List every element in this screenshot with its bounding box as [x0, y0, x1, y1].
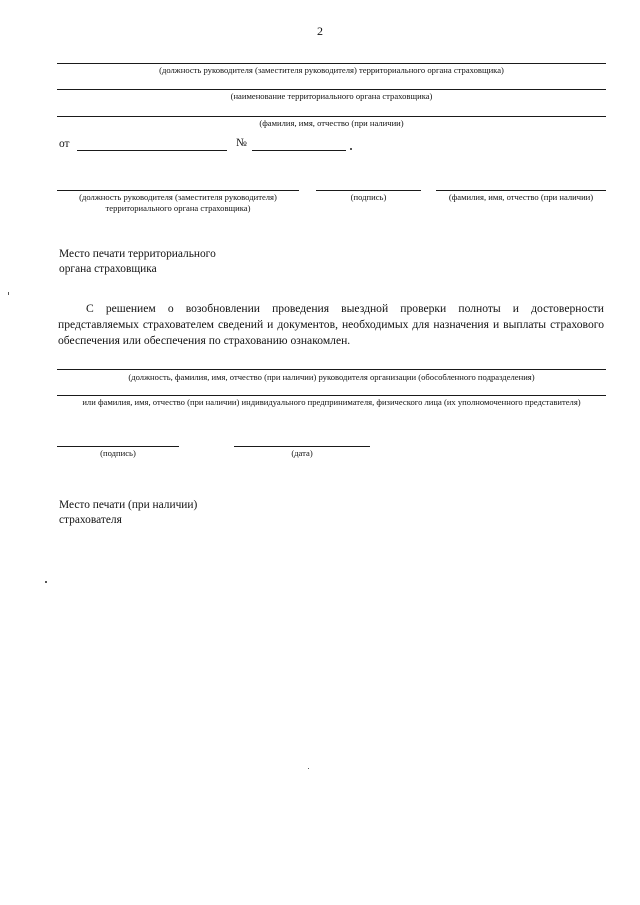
scan-speck — [8, 292, 9, 295]
full-name-caption: (фамилия, имя, отчество (при наличии) — [259, 118, 404, 128]
insurer-seal-label: Место печати территориального органа страховщика — [59, 248, 216, 275]
scan-speck — [350, 148, 352, 150]
scan-speck — [308, 768, 309, 769]
insured-signature-line — [57, 446, 179, 447]
org-head-line — [57, 369, 606, 370]
signature-caption: (подпись) — [350, 192, 387, 202]
page-number: 2 — [317, 24, 323, 38]
insurer-head-position-line — [57, 63, 606, 64]
org-head-caption: (должность, фамилия, имя, отчество (при наличии) руководителя организации (обособленного подразделения) — [128, 372, 535, 382]
position-caption: (должность руководителя (заместителя руководителя) территориального органа страховщика) — [79, 192, 277, 213]
insurer-body-name-caption: (наименование территориального органа страховщика) — [230, 91, 433, 101]
signature-line — [316, 190, 421, 191]
from-label: от — [59, 138, 70, 150]
date-input-line — [77, 150, 227, 151]
entrepreneur-caption: или фамилия, имя, отчество (при наличии) индивидуального предпринимателя, физического лица (их уполномоченного представителя) — [82, 397, 581, 407]
entrepreneur-line — [57, 395, 606, 396]
number-input-line — [252, 150, 346, 151]
insured-seal-label: Место печати (при наличии) страхователя — [59, 499, 198, 526]
name-caption: (фамилия, имя, отчество (при наличии) — [448, 192, 594, 202]
number-label: № — [236, 137, 247, 149]
date-line — [234, 446, 370, 447]
full-name-line — [57, 116, 606, 117]
insurer-head-position-caption: (должность руководителя (заместителя руководителя) территориального органа страховщика) — [159, 65, 504, 75]
acknowledgement-text: С решением о возобновлении проведения выездной проверки полноты и достоверности представляемых страхователем сведений и документов, необходимых для назначения и выплаты страхового обеспечения или обеспечения по страхованию ознакомлен. — [58, 302, 604, 347]
name-line — [436, 190, 606, 191]
scan-speck — [45, 581, 47, 583]
position-line — [57, 190, 299, 191]
date-caption: (дата) — [291, 448, 313, 458]
insurer-body-name-line — [57, 89, 606, 90]
insured-signature-caption: (подпись) — [100, 448, 136, 458]
